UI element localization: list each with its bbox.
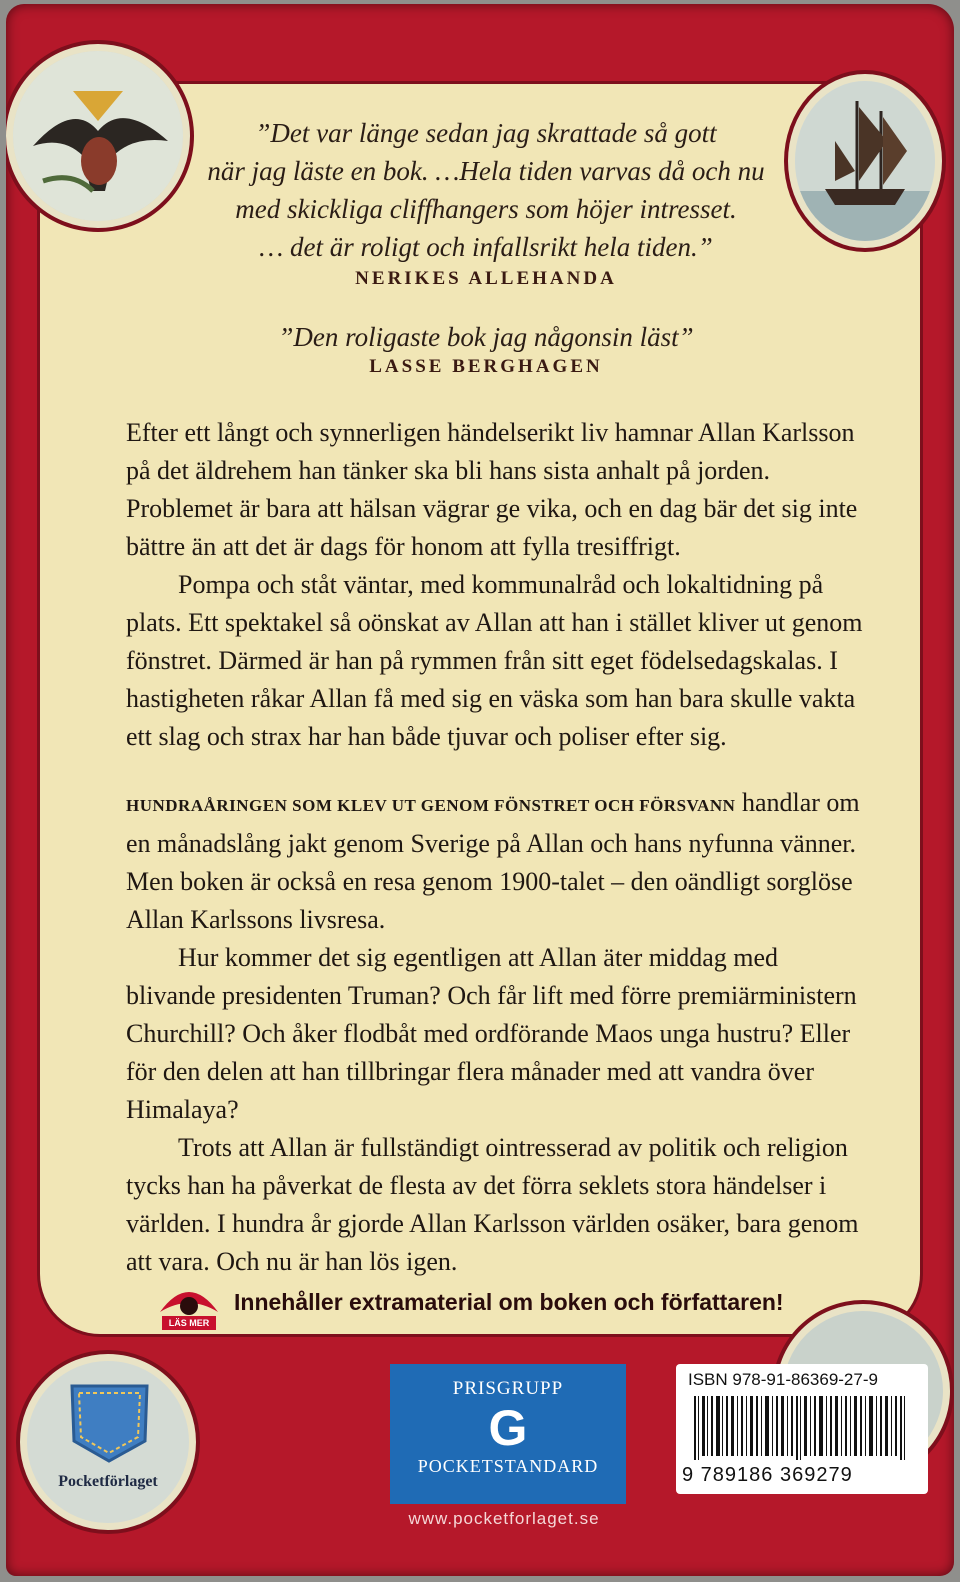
book-back-cover: [6, 4, 954, 1576]
blurb-paragraph-4: Hur kommer det sig egentligen att Allan äter middag med blivande presidenten Truman? Och får lift med förre premiärministern Churchill? Och åker flodbåt med ordförande Maos unga hustru? Eller för den delen att han tillbringar flera månader med att vandra över Himalaya?: [126, 943, 857, 1124]
isbn-number: ISBN 978-91-86369-27-9: [688, 1370, 878, 1389]
review-source-2: LASSE BERGHAGEN: [369, 356, 603, 377]
price-group-box: [390, 1364, 626, 1504]
publisher-logo-text: Pocketförlaget: [58, 1473, 158, 1490]
extra-material-text: Innehåller extramaterial om boken och författaren!: [234, 1288, 784, 1315]
price-group-letter: G: [488, 1400, 528, 1456]
pocket-standard-label: POCKETSTANDARD: [417, 1456, 599, 1476]
review-quote-2: ”Den roligaste bok jag någonsin läst”: [278, 322, 694, 352]
barcode-bars-icon: [686, 1396, 926, 1460]
blurb-paragraph-3: HUNDRAÅRINGEN SOM KLEV UT GENOM FÖNSTRET OCH FÖRSVANN handlar om en månadslång jakt genom Sverige på Allan och hans nyfunna vänner. Men boken är också en resa genom 1900-talet – den oändligt sorglöse Allan Karlssons livsresa.: [126, 788, 860, 934]
review-quote-1: ”Det var länge sedan jag skrattade så gott när jag läste en bok. …Hela tiden varvas då och nu med skickliga cliffhangers som höjer intresset. … det är roligt och infallsrikt hela tiden.”: [207, 118, 765, 262]
price-group-label: PRISGRUPP: [452, 1378, 564, 1399]
las-mer-logo: [156, 1272, 222, 1332]
las-mer-label: LÄS MER: [168, 1318, 210, 1328]
book-title-caps: HUNDRAÅRINGEN SOM KLEV UT GENOM FÖNSTRET OCH FÖRSVANN: [126, 796, 736, 815]
blurb-text: [126, 414, 866, 1281]
review-source-1: NERIKES ALLEHANDA: [355, 268, 617, 289]
blurb-paragraph-5: Trots att Allan är fullständigt ointresserad av politik och religion tycks han ha påverkat de flesta av det förra seklets stora händelser i världen. I hundra år gjorde Allan Karlsson världen osäker, bara genom att vara. Och nu är han lös igen.: [126, 1133, 859, 1276]
isbn-barcode: [676, 1364, 928, 1494]
pocket-medallion: [20, 1354, 196, 1530]
blurb-paragraph-2: Pompa och ståt väntar, med kommunalråd och lokaltidning på plats. Ett spektakel så oönskat av Allan att han i stället kliver ut genom fönstret. Därmed är han på rymmen från sitt eget födelsedagskalas. I hastigheten råkar Allan få med sig en väska som han bara skulle vakta ett slag och strax har han både tjuvar och poliser efter sig.: [126, 570, 863, 751]
extra-material-note: [156, 1272, 784, 1332]
jeans-pocket-icon: [27, 1361, 189, 1523]
barcode-digits: 9 789186 369279: [682, 1464, 853, 1486]
publisher-url: www.pocketforlaget.se: [408, 1509, 600, 1528]
blurb-paragraph-1: Efter ett långt och synnerligen händelserikt liv hamnar Allan Karlsson på det äldrehem han tänker ska bli hans sista anhalt på jorden. Problemet är bara att hälsan vägrar ge vika, och en dag bär det sig inte bättre än att det är dags för honom att fylla tresiffrigt.: [126, 418, 858, 561]
